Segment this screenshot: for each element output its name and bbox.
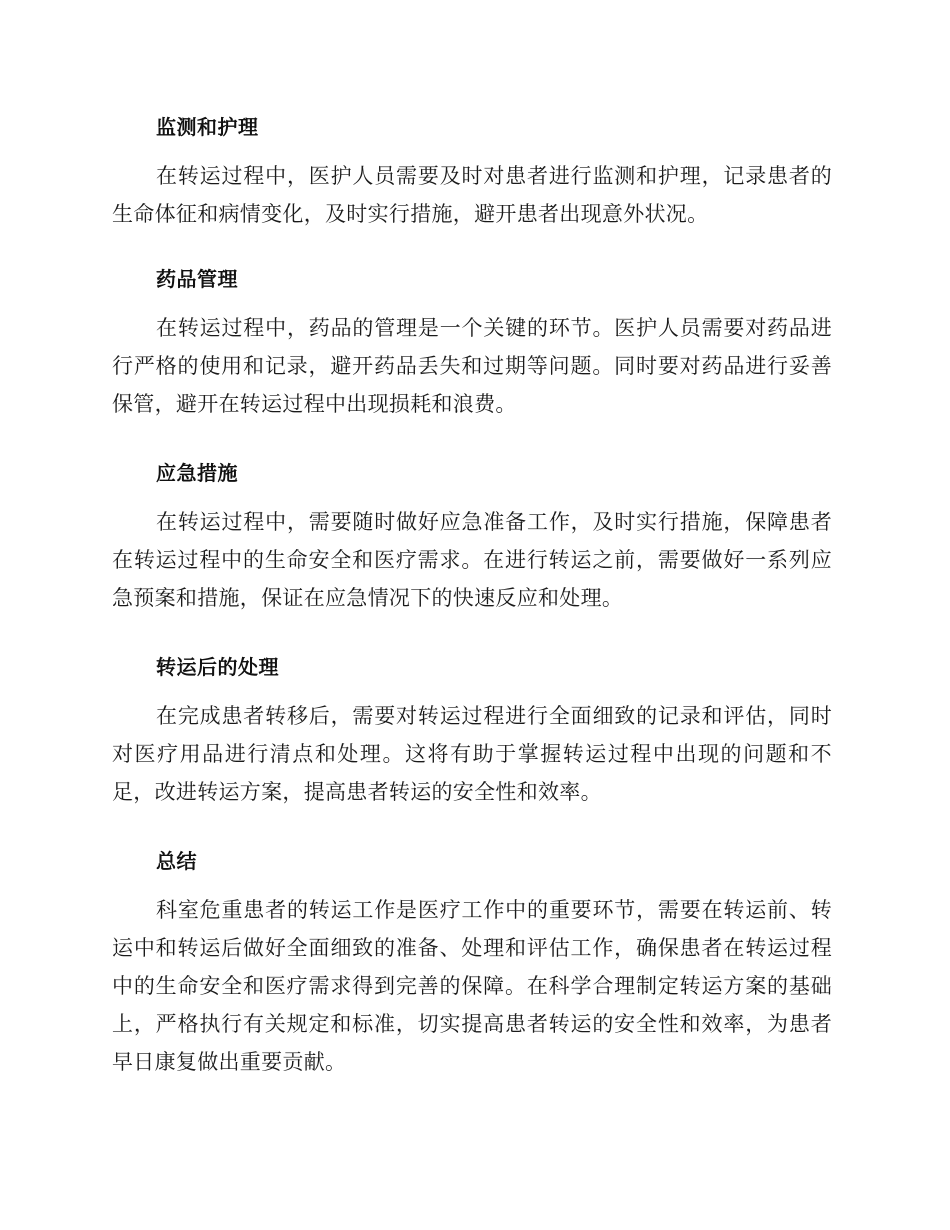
section-heading: 监测和护理	[156, 115, 259, 139]
section-heading: 药品管理	[156, 267, 238, 291]
section-heading: 总结	[156, 849, 197, 873]
section-paragraph: 在完成患者转移后，需要对转运过程进行全面细致的记录和评估，同时对医疗用品进行清点和处理。这将有助于掌握转运过程中出现的问题和不足，改进转运方案，提高患者转运的安全性和效率。	[112, 704, 832, 804]
section-summary	[112, 847, 832, 1081]
section-paragraph: 科室危重患者的转运工作是医疗工作中的重要环节，需要在转运前、转运中和转运后做好全面细致的准备、处理和评估工作，确保患者在转运过程中的生命安全和医疗需求得到完善的保障。在科学合理制定转运方案的基础上，严格执行有关规定和标准，切实提高患者转运的安全性和效率，为患者早日康复做出重要贡献。	[112, 898, 832, 1074]
section-heading: 应急措施	[156, 461, 238, 485]
section-paragraph: 在转运过程中，医护人员需要及时对患者进行监测和护理，记录患者的生命体征和病情变化，及时实行措施，避开患者出现意外状况。	[112, 164, 832, 226]
section-post-transfer	[112, 653, 832, 811]
section-paragraph: 在转运过程中，药品的管理是一个关键的环节。医护人员需要对药品进行严格的使用和记录，避开药品丢失和过期等问题。同时要对药品进行妥善保管，避开在转运过程中出现损耗和浪费。	[112, 316, 832, 416]
section-emergency-measures	[112, 459, 832, 617]
section-drug-management	[112, 265, 832, 423]
section-monitoring-care	[112, 113, 832, 233]
section-paragraph: 在转运过程中，需要随时做好应急准备工作，及时实行措施，保障患者在转运过程中的生命安全和医疗需求。在进行转运之前，需要做好一系列应急预案和措施，保证在应急情况下的快速反应和处理。	[112, 510, 832, 610]
section-heading: 转运后的处理	[156, 655, 279, 679]
